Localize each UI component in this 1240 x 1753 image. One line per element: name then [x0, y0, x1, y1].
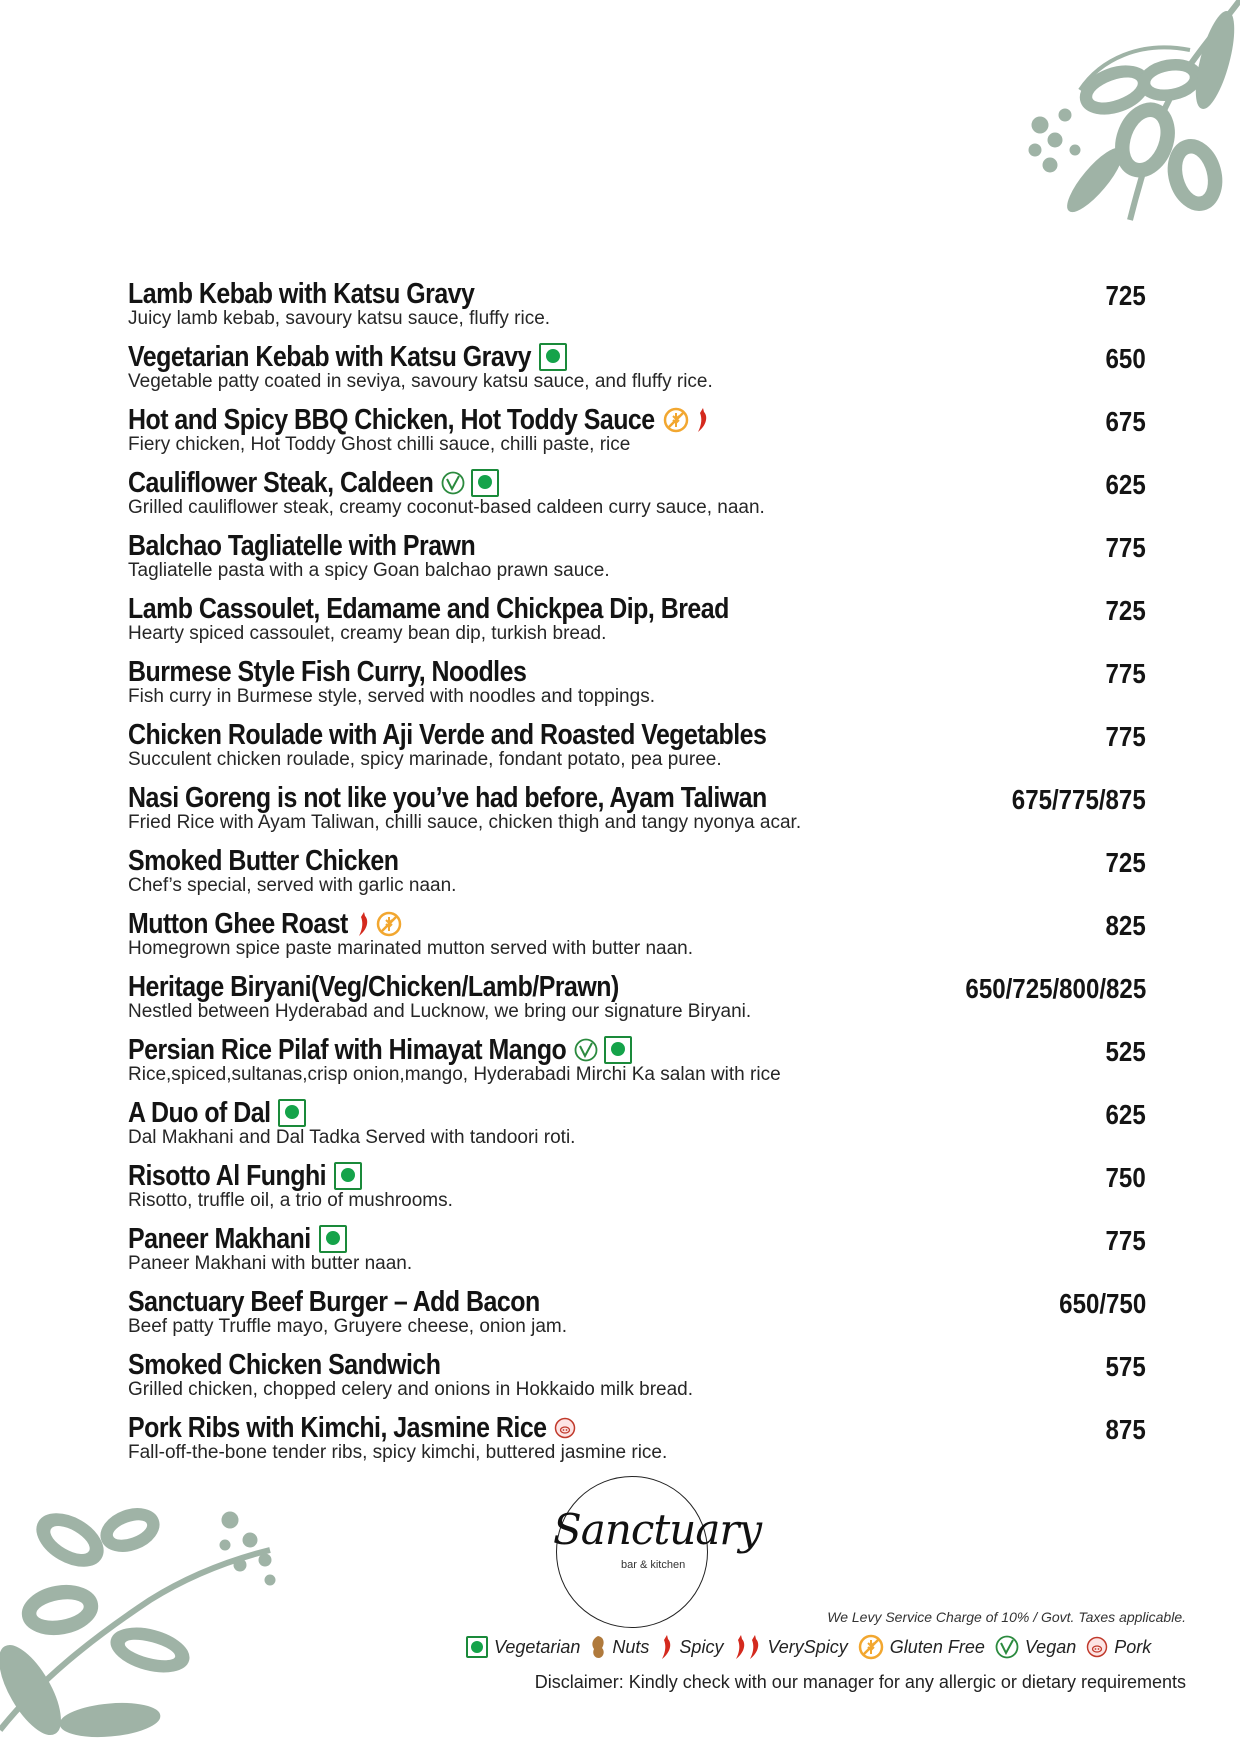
veg-icon	[539, 343, 567, 371]
menu-item-description: Hearty spiced cassoulet, creamy bean dip, turkish bread.	[128, 623, 607, 644]
menu-item-name-row	[128, 1095, 1146, 1131]
menu-item-name-row	[128, 1221, 1146, 1257]
veg-icon	[278, 1099, 306, 1127]
menu-item-description: Risotto, truffle oil, a trio of mushrooms.	[128, 1190, 453, 1211]
legend-spicy	[659, 1634, 723, 1660]
menu-item-description: Tagliatelle pasta with a spicy Goan balchao prawn sauce.	[128, 560, 610, 581]
menu-item	[128, 654, 1146, 717]
menu-item-name: Burmese Style Fish Curry, Noodles	[128, 655, 527, 688]
menu-item-description: Grilled cauliflower steak, creamy coconut-based caldeen curry sauce, naan.	[128, 497, 765, 518]
menu-item-price: 650	[1105, 343, 1146, 374]
menu-item-description: Paneer Makhani with butter naan.	[128, 1253, 413, 1274]
menu-item-price: 725	[1105, 847, 1146, 878]
legend-spicy-label: Spicy	[679, 1636, 724, 1657]
gluten-free-icon	[376, 911, 402, 937]
leaf-decoration-bottom	[0, 1480, 300, 1753]
legend-very-spicy	[733, 1634, 847, 1660]
menu-item-name-row	[128, 528, 1146, 564]
menu-item-price: 650/750	[1058, 1288, 1146, 1319]
menu-item-icons	[574, 1036, 632, 1064]
menu-item-name-row	[128, 1347, 1146, 1383]
pork-icon	[554, 1417, 576, 1439]
menu-item-price: 525	[1105, 1036, 1146, 1067]
menu-item	[128, 465, 1146, 528]
veg-icon	[604, 1036, 632, 1064]
legend-pork-label: Pork	[1114, 1636, 1152, 1657]
menu-item	[128, 1095, 1146, 1158]
menu-item-description: Fall-off-the-bone tender ribs, spicy kimchi, buttered jasmine rice.	[128, 1442, 668, 1463]
menu-item-name-row	[128, 465, 1146, 501]
menu-item-description: Juicy lamb kebab, savoury katsu sauce, fluffy rice.	[128, 308, 551, 329]
menu-item	[128, 528, 1146, 591]
gluten-free-icon	[663, 407, 689, 433]
vegan-icon	[995, 1635, 1019, 1659]
menu-item	[128, 276, 1146, 339]
menu-item-name: Smoked Butter Chicken	[128, 844, 399, 877]
logo-subtitle: bar & kitchen	[621, 1559, 686, 1571]
menu-item-price: 675	[1105, 406, 1146, 437]
menu-item	[128, 780, 1146, 843]
veg-icon	[471, 469, 499, 497]
menu-item-price: 775	[1105, 532, 1146, 563]
legend-gluten-free-label: Gluten Free	[889, 1636, 985, 1657]
menu-item	[128, 906, 1146, 969]
menu-item-description: Nestled between Hyderabad and Lucknow, we bring our signature Biryani.	[128, 1001, 752, 1022]
menu-item-description: Rice,spiced,sultanas,crisp onion,mango, Hyderabadi Mirchi Ka salan with rice	[128, 1064, 781, 1085]
menu-item	[128, 1284, 1146, 1347]
menu-item-price: 625	[1105, 469, 1146, 500]
menu-item	[128, 1410, 1146, 1473]
menu-item-icons	[539, 343, 567, 371]
menu-item-name: Vegetarian Kebab with Katsu Gravy	[128, 340, 531, 373]
legend-vegetarian	[466, 1636, 580, 1658]
menu-item-price: 725	[1105, 280, 1146, 311]
menu-item-name-row	[128, 1032, 1146, 1068]
menu-item-icons	[278, 1099, 306, 1127]
menu-item-price: 725	[1105, 595, 1146, 626]
menu-item	[128, 402, 1146, 465]
veg-icon	[319, 1225, 347, 1253]
menu-item-name: Cauliflower Steak, Caldeen	[128, 466, 434, 499]
menu-item-name: Pork Ribs with Kimchi, Jasmine Rice	[128, 1411, 547, 1444]
very-spicy-icon	[733, 1634, 761, 1660]
menu-item-icons	[554, 1417, 576, 1439]
leaf-decoration-top	[940, 0, 1240, 260]
menu-item-price: 575	[1105, 1351, 1146, 1382]
menu-item-name-row	[128, 654, 1146, 690]
menu-item-name-row	[128, 843, 1146, 879]
menu-item	[128, 591, 1146, 654]
menu-item-name: Lamb Kebab with Katsu Gravy	[128, 277, 475, 310]
menu-item-name: Hot and Spicy BBQ Chicken, Hot Toddy Sauce	[128, 403, 655, 436]
menu-item-description: Beef patty Truffle mayo, Gruyere cheese, onion jam.	[128, 1316, 567, 1337]
menu-list	[128, 276, 1146, 1473]
menu-item-price: 875	[1105, 1414, 1146, 1445]
legend-nuts-label: Nuts	[612, 1636, 650, 1657]
legend-vegan-label: Vegan	[1024, 1636, 1077, 1657]
menu-item-name: Risotto Al Funghi	[128, 1159, 327, 1192]
menu-item-description: Succulent chicken roulade, spicy marinade, fondant potato, pea puree.	[128, 749, 722, 770]
disclaimer: Disclaimer: Kindly check with our manager for any allergic or dietary requirements	[534, 1672, 1186, 1692]
vegan-icon	[574, 1038, 598, 1062]
vegan-icon	[441, 471, 465, 495]
menu-item	[128, 1347, 1146, 1410]
spicy-icon	[356, 911, 370, 937]
menu-item-icons	[356, 911, 402, 937]
chili-icon	[659, 1634, 673, 1660]
menu-item-name: Persian Rice Pilaf with Himayat Mango	[128, 1033, 567, 1066]
pork-icon	[1086, 1636, 1108, 1658]
menu-item-description: Fish curry in Burmese style, served with noodles and toppings.	[128, 686, 655, 707]
menu-item-name: Mutton Ghee Roast	[128, 907, 348, 940]
menu-item-price: 775	[1105, 721, 1146, 752]
dietary-legend	[466, 1634, 1161, 1660]
veg-icon	[466, 1636, 488, 1658]
menu-item	[128, 1032, 1146, 1095]
menu-item-name-row	[128, 1410, 1146, 1446]
menu-item-name: A Duo of Dal	[128, 1096, 271, 1129]
menu-item-name: Nasi Goreng is not like you’ve had before, Ayam Taliwan	[128, 781, 767, 814]
menu-item-price: 825	[1105, 910, 1146, 941]
nut-icon	[590, 1635, 606, 1659]
gluten-free-icon	[858, 1634, 884, 1660]
menu-item-description: Vegetable patty coated in seviya, savoury katsu sauce, and fluffy rice.	[128, 371, 713, 392]
menu-item-name-row	[128, 1284, 1146, 1320]
menu-item-name: Sanctuary Beef Burger – Add Bacon	[128, 1285, 540, 1318]
sanctuary-logo	[553, 1476, 762, 1628]
menu-item-icons	[334, 1162, 362, 1190]
menu-item-name: Smoked Chicken Sandwich	[128, 1348, 441, 1381]
legend-pork	[1086, 1636, 1151, 1658]
menu-item-name: Paneer Makhani	[128, 1222, 311, 1255]
menu-item-description: Fiery chicken, Hot Toddy Ghost chilli sauce, chilli paste, rice	[128, 434, 631, 455]
legend-gluten-free	[858, 1634, 985, 1660]
menu-item-description: Grilled chicken, chopped celery and onions in Hokkaido milk bread.	[128, 1379, 694, 1400]
menu-item-icons	[319, 1225, 347, 1253]
menu-item-price: 650/725/800/825	[965, 973, 1146, 1004]
menu-item	[128, 843, 1146, 906]
menu-item-name: Balchao Tagliatelle with Prawn	[128, 529, 476, 562]
menu-item	[128, 717, 1146, 780]
menu-item-icons	[441, 469, 499, 497]
legend-nuts	[590, 1635, 649, 1659]
menu-item-name-row	[128, 780, 1146, 816]
menu-item-description: Fried Rice with Ayam Taliwan, chilli sauce, chicken thigh and tangy nyonya acar.	[128, 812, 802, 833]
menu-item	[128, 1158, 1146, 1221]
menu-item-name-row	[128, 717, 1146, 753]
legend-very-spicy-label: VerySpicy	[767, 1636, 848, 1657]
menu-item-name-row	[128, 402, 1146, 438]
menu-item-name-row	[128, 591, 1146, 627]
menu-item	[128, 969, 1146, 1032]
menu-item-description: Dal Makhani and Dal Tadka Served with tandoori roti.	[128, 1127, 576, 1148]
legend-vegan	[995, 1635, 1076, 1659]
logo-script: Sanctuary	[553, 1505, 762, 1554]
spicy-icon	[695, 407, 709, 433]
menu-item-name-row	[128, 339, 1146, 375]
menu-item-name-row	[128, 1158, 1146, 1194]
menu-item-name-row	[128, 906, 1146, 942]
menu-item-price: 775	[1105, 658, 1146, 689]
menu-item-description: Homegrown spice paste marinated mutton served with butter naan.	[128, 938, 694, 959]
menu-item-name-row	[128, 276, 1146, 312]
veg-icon	[334, 1162, 362, 1190]
menu-item-price: 775	[1105, 1225, 1146, 1256]
menu-item-name: Lamb Cassoulet, Edamame and Chickpea Dip, Bread	[128, 592, 729, 625]
service-charge-note: We Levy Service Charge of 10% / Govt. Taxes applicable.	[827, 1609, 1186, 1625]
menu-item-name: Heritage Biryani(Veg/Chicken/Lamb/Prawn)	[128, 970, 619, 1003]
menu-item-name: Chicken Roulade with Aji Verde and Roasted Vegetables	[128, 718, 767, 751]
legend-vegetarian-label: Vegetarian	[494, 1636, 581, 1657]
menu-item-price: 750	[1105, 1162, 1146, 1193]
menu-item-price: 675/775/875	[1012, 784, 1146, 815]
menu-item-price: 625	[1105, 1099, 1146, 1130]
menu-item-icons	[663, 407, 709, 433]
menu-item	[128, 339, 1146, 402]
menu-item	[128, 1221, 1146, 1284]
menu-item-description: Chef’s special, served with garlic naan.	[128, 875, 457, 896]
